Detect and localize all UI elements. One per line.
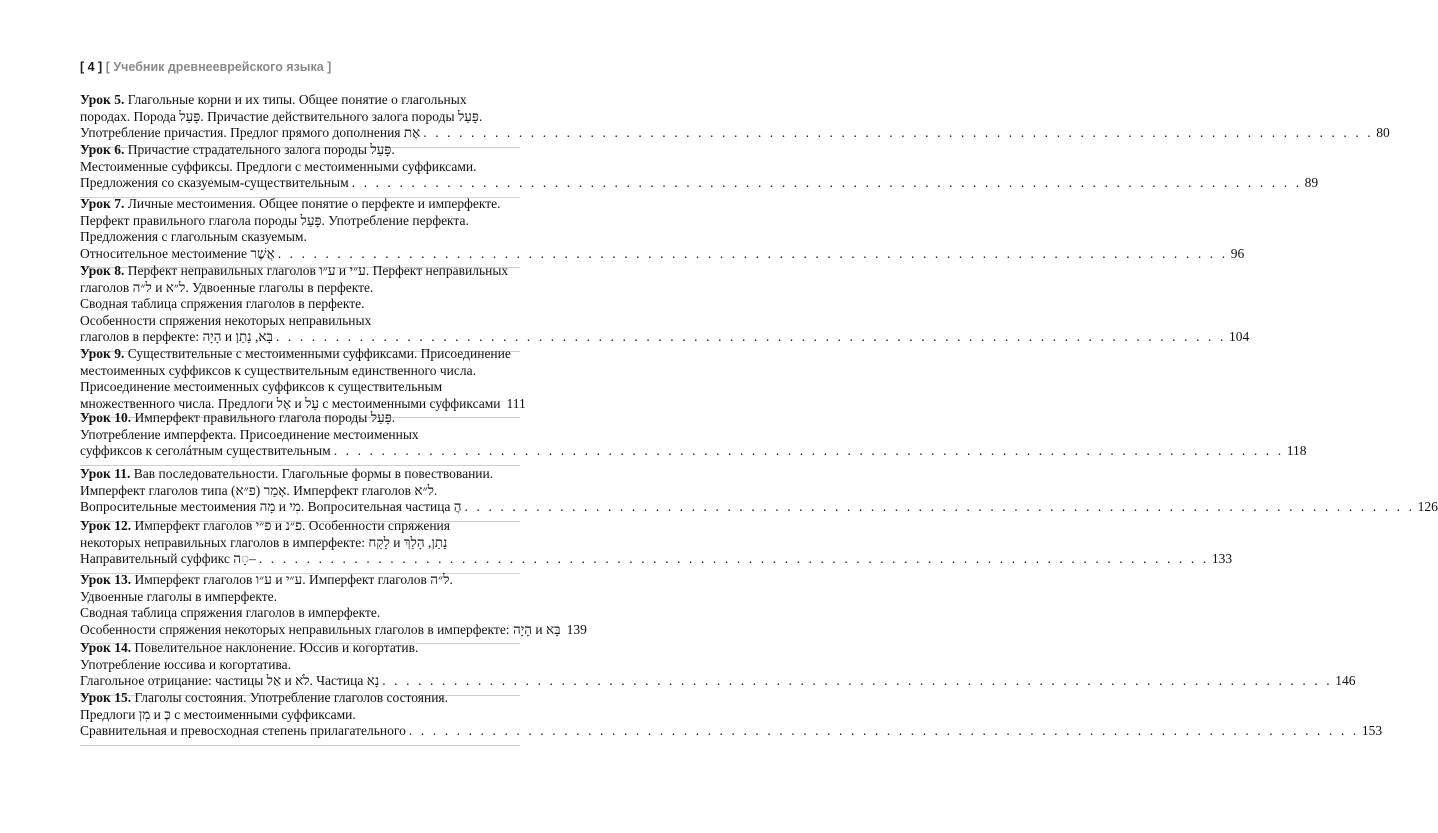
toc-entry-text: Особенности спряжения некоторых неправильных глаголов в имперфекте: הָיָה и בָּא — [80, 621, 561, 637]
toc-entry-line — [80, 363, 520, 380]
toc-entry[interactable] — [80, 572, 587, 644]
book-title: [ Учебник древнееврейского языка ] — [105, 60, 332, 74]
toc-entry-last-line — [80, 673, 1356, 690]
page-number: [ 4 ] — [80, 60, 103, 74]
lesson-label: Урок 15. — [80, 690, 132, 705]
toc-entry[interactable] — [80, 196, 1245, 268]
toc-entry-line — [80, 466, 520, 483]
lesson-label: Урок 12. — [80, 518, 132, 533]
toc-entry-text: Перфект правильного глагола породы פָּעַל. Употребление перфекта. — [80, 212, 469, 228]
toc-entry[interactable] — [80, 142, 1319, 198]
toc-entry-text: Повелительное наклонение. Юссив и когортатив. — [131, 640, 419, 655]
toc-entry-text: Предлоги מִן и כְּ с местоименными суффиксами. — [80, 706, 356, 722]
dot-leader: . . . . . . . . . . . . . . . . . . . . . . . . . . . . . . . . . . . . . . . . . . . . . . . . . . . . . . . . . . . . . . . . . . . . . . . . . . . . . . . . — [333, 443, 1284, 459]
toc-entry[interactable] — [80, 518, 1233, 574]
toc-page-number: 96 — [1230, 245, 1245, 261]
toc-entry-line — [80, 159, 520, 176]
toc-page-number: 89 — [1304, 175, 1319, 191]
toc-entry-text: некоторых неправильных глаголов в имперфекте: לָקַח и נָתַן, הָלַךְ — [80, 534, 448, 550]
toc-page-number: 146 — [1335, 673, 1356, 689]
toc-entry-text: Имперфект правильного глагола породы פָּעַל. — [131, 410, 396, 425]
dot-leader: . . . . . . . . . . . . . . . . . . . . . . . . . . . . . . . . . . . . . . . . . . . . . . . . . . . . . . . . . . . . . . . . . . . . . . . . . . . . . . . . — [258, 551, 1209, 567]
toc-entry-line — [80, 346, 520, 363]
dot-leader: . . . . . . . . . . . . . . . . . . . . . . . . . . . . . . . . . . . . . . . . . . . . . . . . . . . . . . . . . . . . . . . . . . . . . . . . . . . . . . . . — [423, 125, 1374, 141]
toc-entry-text: Сводная таблица спряжения глаголов в перфекте. — [80, 296, 365, 312]
lesson-label: Урок 5. — [80, 92, 125, 107]
toc-entry-text: Сводная таблица спряжения глаголов в имперфекте. — [80, 605, 381, 621]
toc-entry[interactable] — [80, 410, 1307, 466]
toc-entry-text: Употребление имперфекта. Присоединение местоименных — [80, 426, 419, 442]
toc-entry-line — [80, 640, 520, 657]
toc-entry-text: суффиксов к сеголáтным существительным — [80, 443, 331, 459]
toc-page-number: 153 — [1361, 723, 1383, 739]
running-header — [80, 60, 331, 74]
toc-entry-text: Вав последовательности. Глагольные формы в повествовании. — [130, 466, 494, 481]
toc-entry-last-line — [80, 723, 1383, 740]
toc-entry-text: Имперфект глаголов פ״י и פ״נ. Особенности спряжения — [131, 518, 450, 533]
toc-entry-line — [80, 690, 520, 707]
toc-entry-text: Направительный суффикс ה◌ָ– — [80, 551, 256, 567]
toc-entry[interactable] — [80, 640, 1356, 696]
toc-entry-line — [80, 229, 520, 246]
toc-entry-text: Относительное местоимение אֲשֶׁר — [80, 245, 275, 261]
toc-entry-line — [80, 109, 520, 126]
toc-entry-text: Имперфект глаголов ע״ו и ע״י. Имперфект глаголов ל״ה. — [131, 572, 453, 587]
toc-entry-text: Глагольные корни и их типы. Общее понятие о глагольных — [124, 92, 467, 107]
toc-entry-line — [80, 92, 520, 109]
toc-entry-text: Личные местоимения. Общее понятие о перфекте и имперфекте. — [124, 196, 501, 211]
dot-leader: . . . . . . . . . . . . . . . . . . . . . . . . . . . . . . . . . . . . . . . . . . . . . . . . . . . . . . . . . . . . . . . . . . . . . . . . . . . . . . . . — [277, 245, 1228, 261]
toc-entry-line — [80, 518, 520, 535]
toc-page-number: 118 — [1286, 443, 1307, 459]
toc-entry[interactable] — [80, 263, 1250, 352]
toc-entry-text: породах. Порода פָּעַל. Причастие действительного залога породы פָּעַל. — [80, 108, 483, 124]
toc-entry-text: Причастие страдательного залога породы פָּעַל. — [124, 142, 395, 157]
lesson-label: Урок 10. — [80, 410, 132, 425]
toc-entry-line — [80, 280, 520, 297]
toc-entry-text: Употребление причастия. Предлог прямого дополнения אֶת — [80, 125, 421, 141]
lesson-label: Урок 9. — [80, 346, 125, 361]
toc-entry-line — [80, 142, 520, 159]
toc-entry[interactable] — [80, 92, 1390, 148]
toc-entry-line — [80, 313, 520, 330]
lesson-label: Урок 7. — [80, 196, 125, 211]
toc-entry-text: глаголов ל״ה и ל״א. Удвоенные глаголы в перфекте. — [80, 279, 374, 295]
toc-entry-last-line — [80, 125, 1390, 142]
toc-entry-line — [80, 263, 520, 280]
lesson-label: Урок 11. — [80, 466, 131, 481]
toc-entry[interactable] — [80, 346, 526, 418]
toc-entry-text: Перфект неправильных глаголов ע״ו и ע״י. Перфект неправильных — [124, 263, 509, 278]
lesson-label: Урок 13. — [80, 572, 132, 587]
toc-entry-last-line — [80, 175, 1319, 192]
lesson-label: Урок 8. — [80, 263, 125, 278]
toc-page-number: 104 — [1228, 329, 1250, 345]
toc-entry-line — [80, 196, 520, 213]
toc-entry-last-line — [80, 443, 1307, 460]
toc-entry-line — [80, 535, 520, 552]
toc-entry-text: Имперфект глаголов типа אָמַר (פ״א). Имперфект глаголов ל״א. — [80, 482, 438, 498]
toc-page-number: 111 — [506, 395, 526, 411]
dot-leader: . . . . . . . . . . . . . . . . . . . . . . . . . . . . . . . . . . . . . . . . . . . . . . . . . . . . . . . . . . . . . . . . . . . . . . . . . . . . . . . . — [408, 723, 1359, 739]
toc-entry-line — [80, 657, 520, 674]
toc-entry-last-line — [80, 499, 1438, 516]
toc-entry-text: Особенности спряжения некоторых неправильных — [80, 312, 372, 328]
toc-entry-line — [80, 572, 520, 589]
toc-page-number: 126 — [1417, 499, 1438, 515]
toc-page-number: 133 — [1211, 551, 1233, 567]
toc-entry[interactable] — [80, 466, 1438, 522]
toc-entry-text: множественного числа. Предлоги אֶל и עַל с местоименными суффиксами — [80, 395, 501, 411]
toc-entry-text: глаголов в перфекте: הָיָה и בָּא, נָתַן — [80, 329, 273, 345]
dot-leader: . . . . . . . . . . . . . . . . . . . . . . . . . . . . . . . . . . . . . . . . . . . . . . . . . . . . . . . . . . . . . . . . . . . . . . . . . . . . . . . . — [351, 175, 1302, 191]
toc-entry-line — [80, 410, 520, 427]
toc-entry-text: Удвоенные глаголы в имперфекте. — [80, 588, 278, 604]
lesson-label: Урок 14. — [80, 640, 132, 655]
toc-entry-line — [80, 213, 520, 230]
toc-entry-last-line — [80, 551, 1233, 568]
toc-entry-text: Присоединение местоименных суффиксов к существительным — [80, 379, 443, 395]
toc-entry-text: Глаголы состояния. Употребление глаголов состояния. — [131, 690, 449, 705]
lesson-label: Урок 6. — [80, 142, 125, 157]
toc-entry-text: Глагольное отрицание: частицы אַל и לֹא. Частица נָא — [80, 673, 380, 689]
toc-page-number: 80 — [1376, 125, 1390, 141]
toc-entry-text: Сравнительная и превосходная степень прилагательного — [80, 723, 406, 739]
toc-entry-text: местоименных суффиксов к существительным единственного числа. — [80, 362, 476, 378]
toc-entry-text: Существительные с местоименными суффиксами. Присоединение — [124, 346, 511, 361]
toc-entry-line — [80, 296, 520, 313]
toc-entry-text: Употребление юссива и когортатива. — [80, 656, 292, 672]
toc-entry-line — [80, 707, 520, 724]
toc-entry-line — [80, 483, 520, 500]
toc-entry-text: Местоименные суффиксы. Предлоги с местоименными суффиксами. — [80, 158, 477, 174]
toc-entry-text: Вопросительные местоимения מָה и מִי. Вопросительная частица הֲ — [80, 499, 462, 515]
toc-entry-last-line — [80, 621, 587, 639]
toc-entry-text: Предложения со сказуемым-существительным — [80, 175, 349, 191]
toc-entry-line — [80, 605, 520, 622]
toc-entry-last-line — [80, 329, 1250, 346]
dot-leader: . . . . . . . . . . . . . . . . . . . . . . . . . . . . . . . . . . . . . . . . . . . . . . . . . . . . . . . . . . . . . . . . . . . . . . . . . . . . . . . . — [275, 329, 1226, 345]
toc-entry-line — [80, 427, 520, 444]
dot-leader: . . . . . . . . . . . . . . . . . . . . . . . . . . . . . . . . . . . . . . . . . . . . . . . . . . . . . . . . . . . . . . . . . . . . . . . . . . . . . . . . — [382, 673, 1333, 689]
toc-page-number: 139 — [566, 621, 587, 637]
dot-leader: . . . . . . . . . . . . . . . . . . . . . . . . . . . . . . . . . . . . . . . . . . . . . . . . . . . . . . . . . . . . . . . . . . . . . . . . . . . . . . . . — [464, 499, 1415, 515]
toc-entry[interactable] — [80, 690, 1383, 746]
toc-entry-line — [80, 379, 520, 396]
toc-entry-line — [80, 589, 520, 606]
toc-entry-last-line — [80, 245, 1245, 263]
toc-entry-text: Предложения с глагольным сказуемым. — [80, 229, 307, 245]
